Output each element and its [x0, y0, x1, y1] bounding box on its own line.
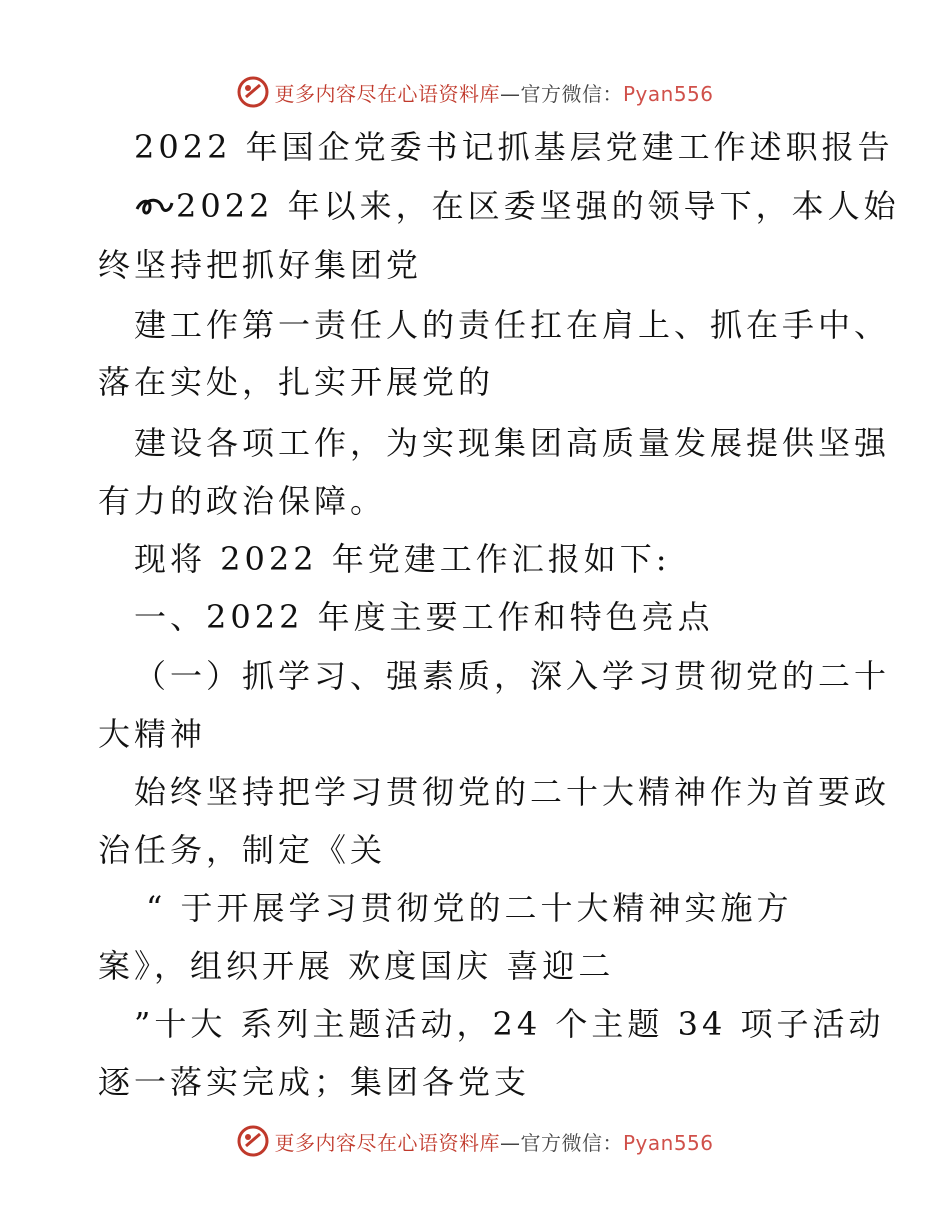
header-banner	[0, 72, 950, 112]
paragraph-line: 建工作第一责任人的责任扛在肩上、抓在手中、	[134, 306, 891, 344]
paragraph-line: ”十大 系列主题活动，24 个主题 34 项子活动	[134, 1005, 885, 1043]
paragraph-line: 现将 2022 年党建工作汇报如下:	[134, 540, 671, 578]
banner-text: 更多内容尽在心语资料库—官方微信：Pyan556	[274, 81, 714, 106]
brand-logo-icon	[236, 75, 270, 109]
paragraph-line: 建设各项工作，为实现集团高质量发展提供坚强	[134, 424, 891, 462]
footer-banner	[0, 1121, 950, 1161]
brand-logo-icon	[236, 1124, 270, 1158]
document-title: 2022 年国企党委书记抓基层党建工作述职报告	[134, 128, 894, 166]
decorative-squiggle-icon	[134, 191, 174, 221]
subsection-heading: （一）抓学习、强素质，深入学习贯彻党的二十	[134, 657, 891, 695]
paragraph-line: 有力的政治保障。	[98, 482, 387, 520]
paragraph-line: “ 于开展学习贯彻党的二十大精神实施方	[146, 889, 793, 927]
subsection-heading-cont: 大精神	[98, 715, 207, 753]
paragraph-line: 治任务，制定《关	[98, 831, 387, 869]
paragraph-line: 案》，组织开展 欢度国庆 喜迎二	[98, 947, 615, 985]
paragraph-line: 2022 年以来，在区委坚强的领导下，本人始	[134, 186, 900, 226]
banner-text: 更多内容尽在心语资料库—官方微信：Pyan556	[274, 1130, 714, 1155]
paragraph-line: 逐一落实完成；集团各党支	[98, 1063, 531, 1101]
paragraph-line: 落在实处，扎实开展党的	[98, 363, 495, 401]
paragraph-line: 终坚持把抓好集团党	[98, 246, 423, 284]
section-heading: 一、2022 年度主要工作和特色亮点	[134, 598, 714, 636]
paragraph-line: 始终坚持把学习贯彻党的二十大精神作为首要政	[134, 773, 891, 811]
